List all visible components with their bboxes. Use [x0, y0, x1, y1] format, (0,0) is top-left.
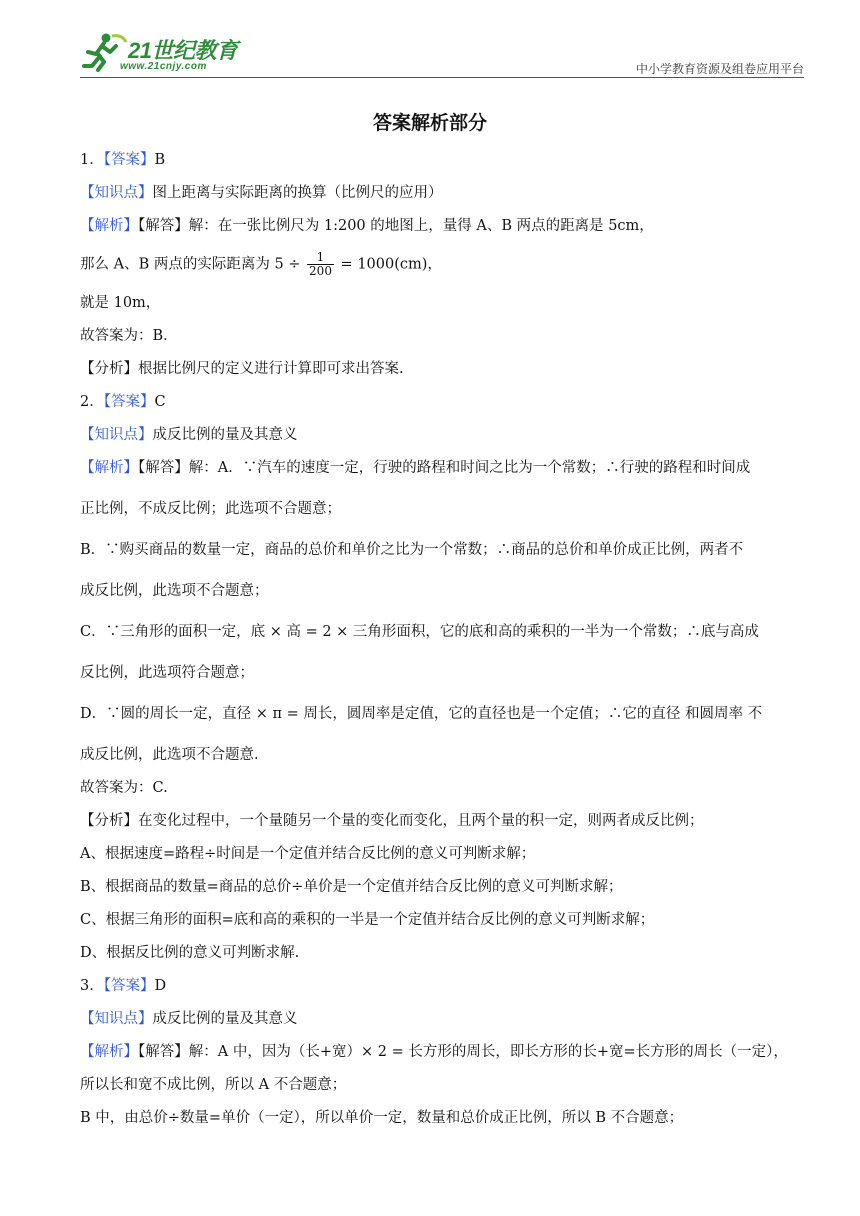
q3-line: B 中，由总价÷数量=单价（一定），所以单价一定，数量和总价成正比例，所以 B 不合题意； [80, 1110, 684, 1126]
logo-url: www.21cnjy.com [120, 61, 207, 72]
q2-line: D．∵圆的周长一定，直径 × π = 周长，圆周率是定值，它的直径也是一个定值；∴它的直径 和圆周率 不 [80, 706, 763, 722]
calc-text: 那么 A、B 两点的实际距离为 5 ÷ [80, 256, 306, 273]
solve-tag: 【解答】 [138, 218, 189, 234]
q3-solution-line [80, 1040, 808, 1064]
q1-analysis: 【分析】根据比例尺的定义进行计算即可求出答案. [80, 361, 404, 377]
solve-tag: 【解答】 [138, 1044, 189, 1060]
logo-text: 21世纪教育 [128, 38, 238, 63]
answer-content [80, 148, 808, 1130]
logo [80, 28, 250, 78]
q1-answer-line [80, 148, 808, 172]
q2-reason: B、根据商品的数量=商品的总价÷单价是一个定值并结合反比例的意义可判断求解； [80, 879, 623, 895]
page-title: 答案解析部分 [372, 112, 487, 134]
page-header [80, 28, 804, 80]
analysis-tag: 【解析】 [80, 218, 138, 234]
solution-text: 解：A．∵汽车的速度一定，行驶的路程和时间之比为一个常数；∴行驶的路程和时间成 [188, 460, 751, 476]
q2-line: C．∵三角形的面积一定，底 × 高 = 2 × 三角形面积，它的底和高的乘积的一半为一个常数；∴底与高成 [80, 624, 759, 640]
q2-solution-line [80, 456, 808, 480]
q2-answer-line [80, 390, 808, 414]
q2-knowledge-line [80, 423, 808, 447]
header-divider [80, 77, 804, 78]
fraction-denominator: 200 [309, 264, 332, 278]
knowledge-tag: 【知识点】 [80, 185, 153, 201]
q2-line: 正比例，不成反比例；此选项不合题意； [80, 501, 341, 517]
q1-calc-line [80, 251, 808, 278]
q2-reason: D、根据反比例的意义可判断求解. [80, 945, 300, 961]
q1-solution-line [80, 214, 808, 238]
knowledge-tag: 【知识点】 [80, 1011, 153, 1027]
platform-name: 中小学教育资源及组卷应用平台 [635, 62, 804, 76]
q2-line: 反比例，此选项符合题意； [80, 665, 254, 681]
question-number: 1． [80, 152, 104, 168]
q3-answer-line [80, 974, 808, 998]
q1-line: 就是 10m， [80, 295, 161, 311]
q2-line: 成反比例，此选项不合题意； [80, 583, 269, 599]
answer-tag: 【答案】 [103, 978, 155, 994]
q1-knowledge-line [80, 181, 808, 205]
knowledge-text: 成反比例的量及其意义 [152, 427, 298, 443]
answer-tag: 【答案】 [103, 394, 155, 410]
question-number: 2． [80, 394, 104, 410]
q1-conclusion: 故答案为：B． [80, 328, 178, 344]
analysis-tag: 【解析】 [80, 1044, 138, 1060]
answer-value: B [154, 152, 166, 168]
q2-analysis: 【分析】在变化过程中，一个量随另一个量的变化而变化，且两个量的积一定，则两者成反比例； [80, 813, 704, 829]
q3-line: 所以长和宽不成比例，所以 A 不合题意； [80, 1077, 347, 1093]
answer-tag: 【答案】 [103, 152, 155, 168]
question-number: 3． [80, 978, 104, 994]
solve-tag: 【解答】 [138, 460, 189, 476]
q2-line: B．∵购买商品的数量一定，商品的总价和单价之比为一个常数；∴商品的总价和单价成正比例，两者不 [80, 542, 744, 558]
q2-conclusion: 故答案为：C. [80, 780, 168, 796]
solution-text: 解：A 中，因为（长+宽）× 2 = 长方形的周长，即长方形的长+宽=长方形的周长（一定）， [188, 1044, 788, 1060]
knowledge-tag: 【知识点】 [80, 427, 153, 443]
q2-reason: A、根据速度=路程÷时间是一个定值并结合反比例的意义可判断求解； [80, 846, 536, 862]
fraction-numerator: 1 [307, 251, 334, 265]
solution-text: 解：在一张比例尺为 1:200 的地图上，量得 A、B 两点的距离是 5cm， [188, 218, 654, 234]
answer-value: C [154, 394, 166, 410]
knowledge-text: 图上距离与实际距离的换算（比例尺的应用） [152, 185, 443, 201]
q2-line: 成反比例，此选项不合题意. [80, 747, 259, 763]
analysis-tag: 【解析】 [80, 460, 138, 476]
q2-reason: C、根据三角形的面积=底和高的乘积的一半是一个定值并结合反比例的意义可判断求解； [80, 912, 655, 928]
q3-knowledge-line [80, 1007, 808, 1031]
knowledge-text: 成反比例的量及其意义 [152, 1011, 298, 1027]
calc-result: = 1000(cm)， [335, 256, 442, 273]
fraction [307, 251, 334, 278]
answer-value: D [154, 978, 167, 994]
